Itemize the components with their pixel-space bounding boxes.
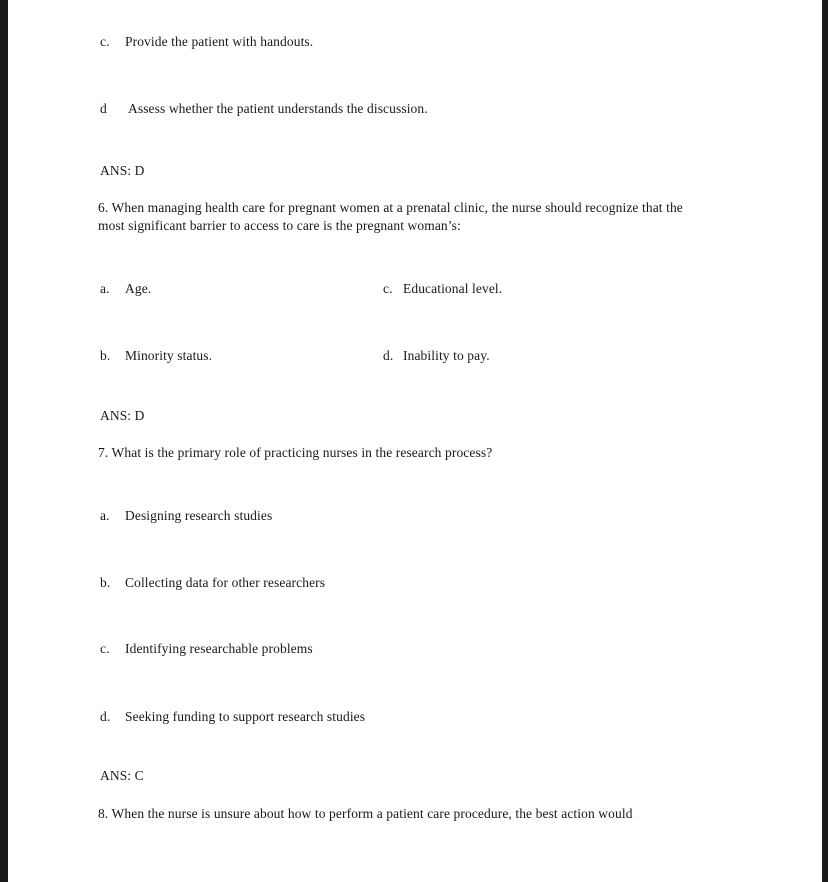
question-7-stem: 7. What is the primary role of practicing nurses in the research process? — [98, 445, 493, 460]
option-row-d — [100, 100, 428, 118]
option-text: Seeking funding to support research studies — [125, 709, 366, 724]
option-letter: c. — [100, 641, 110, 656]
page-left-edge — [0, 0, 8, 882]
option-text: Minority status. — [125, 348, 213, 363]
question-8-stem: 8. When the nurse is unsure about how to perform a patient care procedure, the best action would — [98, 806, 633, 821]
option-letter: a. — [100, 281, 110, 296]
option-letter: a. — [100, 508, 110, 523]
option-letter: b. — [100, 575, 111, 590]
answer-label: ANS: D — [100, 163, 145, 178]
option-letter: c. — [100, 34, 110, 49]
option-row-6a — [100, 280, 151, 298]
option-text: Age. — [125, 281, 152, 296]
option-text: Inability to pay. — [403, 348, 490, 363]
option-row-7d — [100, 708, 365, 726]
option-letter: b. — [100, 348, 111, 363]
option-text: Educational level. — [403, 281, 503, 296]
page-right-edge — [822, 0, 828, 882]
option-text: Collecting data for other researchers — [125, 575, 326, 590]
option-row-6d — [383, 347, 490, 365]
option-row-7b — [100, 574, 325, 592]
option-text: Identifying researchable problems — [125, 641, 313, 656]
option-letter: d. — [100, 709, 111, 724]
answer-label: ANS: D — [100, 408, 145, 423]
question-6-stem: 6. When managing health care for pregnant women at a prenatal clinic, the nurse should recognize that the most significant barrier to access to care is the pregnant woman’s: — [98, 200, 683, 233]
option-row-6b — [100, 347, 212, 365]
answer-label: ANS: C — [100, 768, 144, 783]
option-letter: d. — [383, 348, 394, 363]
option-letter: c. — [383, 281, 393, 296]
option-text: Assess whether the patient understands the discussion. — [128, 101, 428, 116]
option-text: Designing research studies — [125, 508, 273, 523]
option-row-6c — [383, 280, 502, 298]
option-row-7a — [100, 507, 272, 525]
option-letter: d — [100, 101, 107, 116]
option-row-7c — [100, 640, 313, 658]
option-row-c — [100, 33, 313, 51]
option-text: Provide the patient with handouts. — [125, 34, 314, 49]
